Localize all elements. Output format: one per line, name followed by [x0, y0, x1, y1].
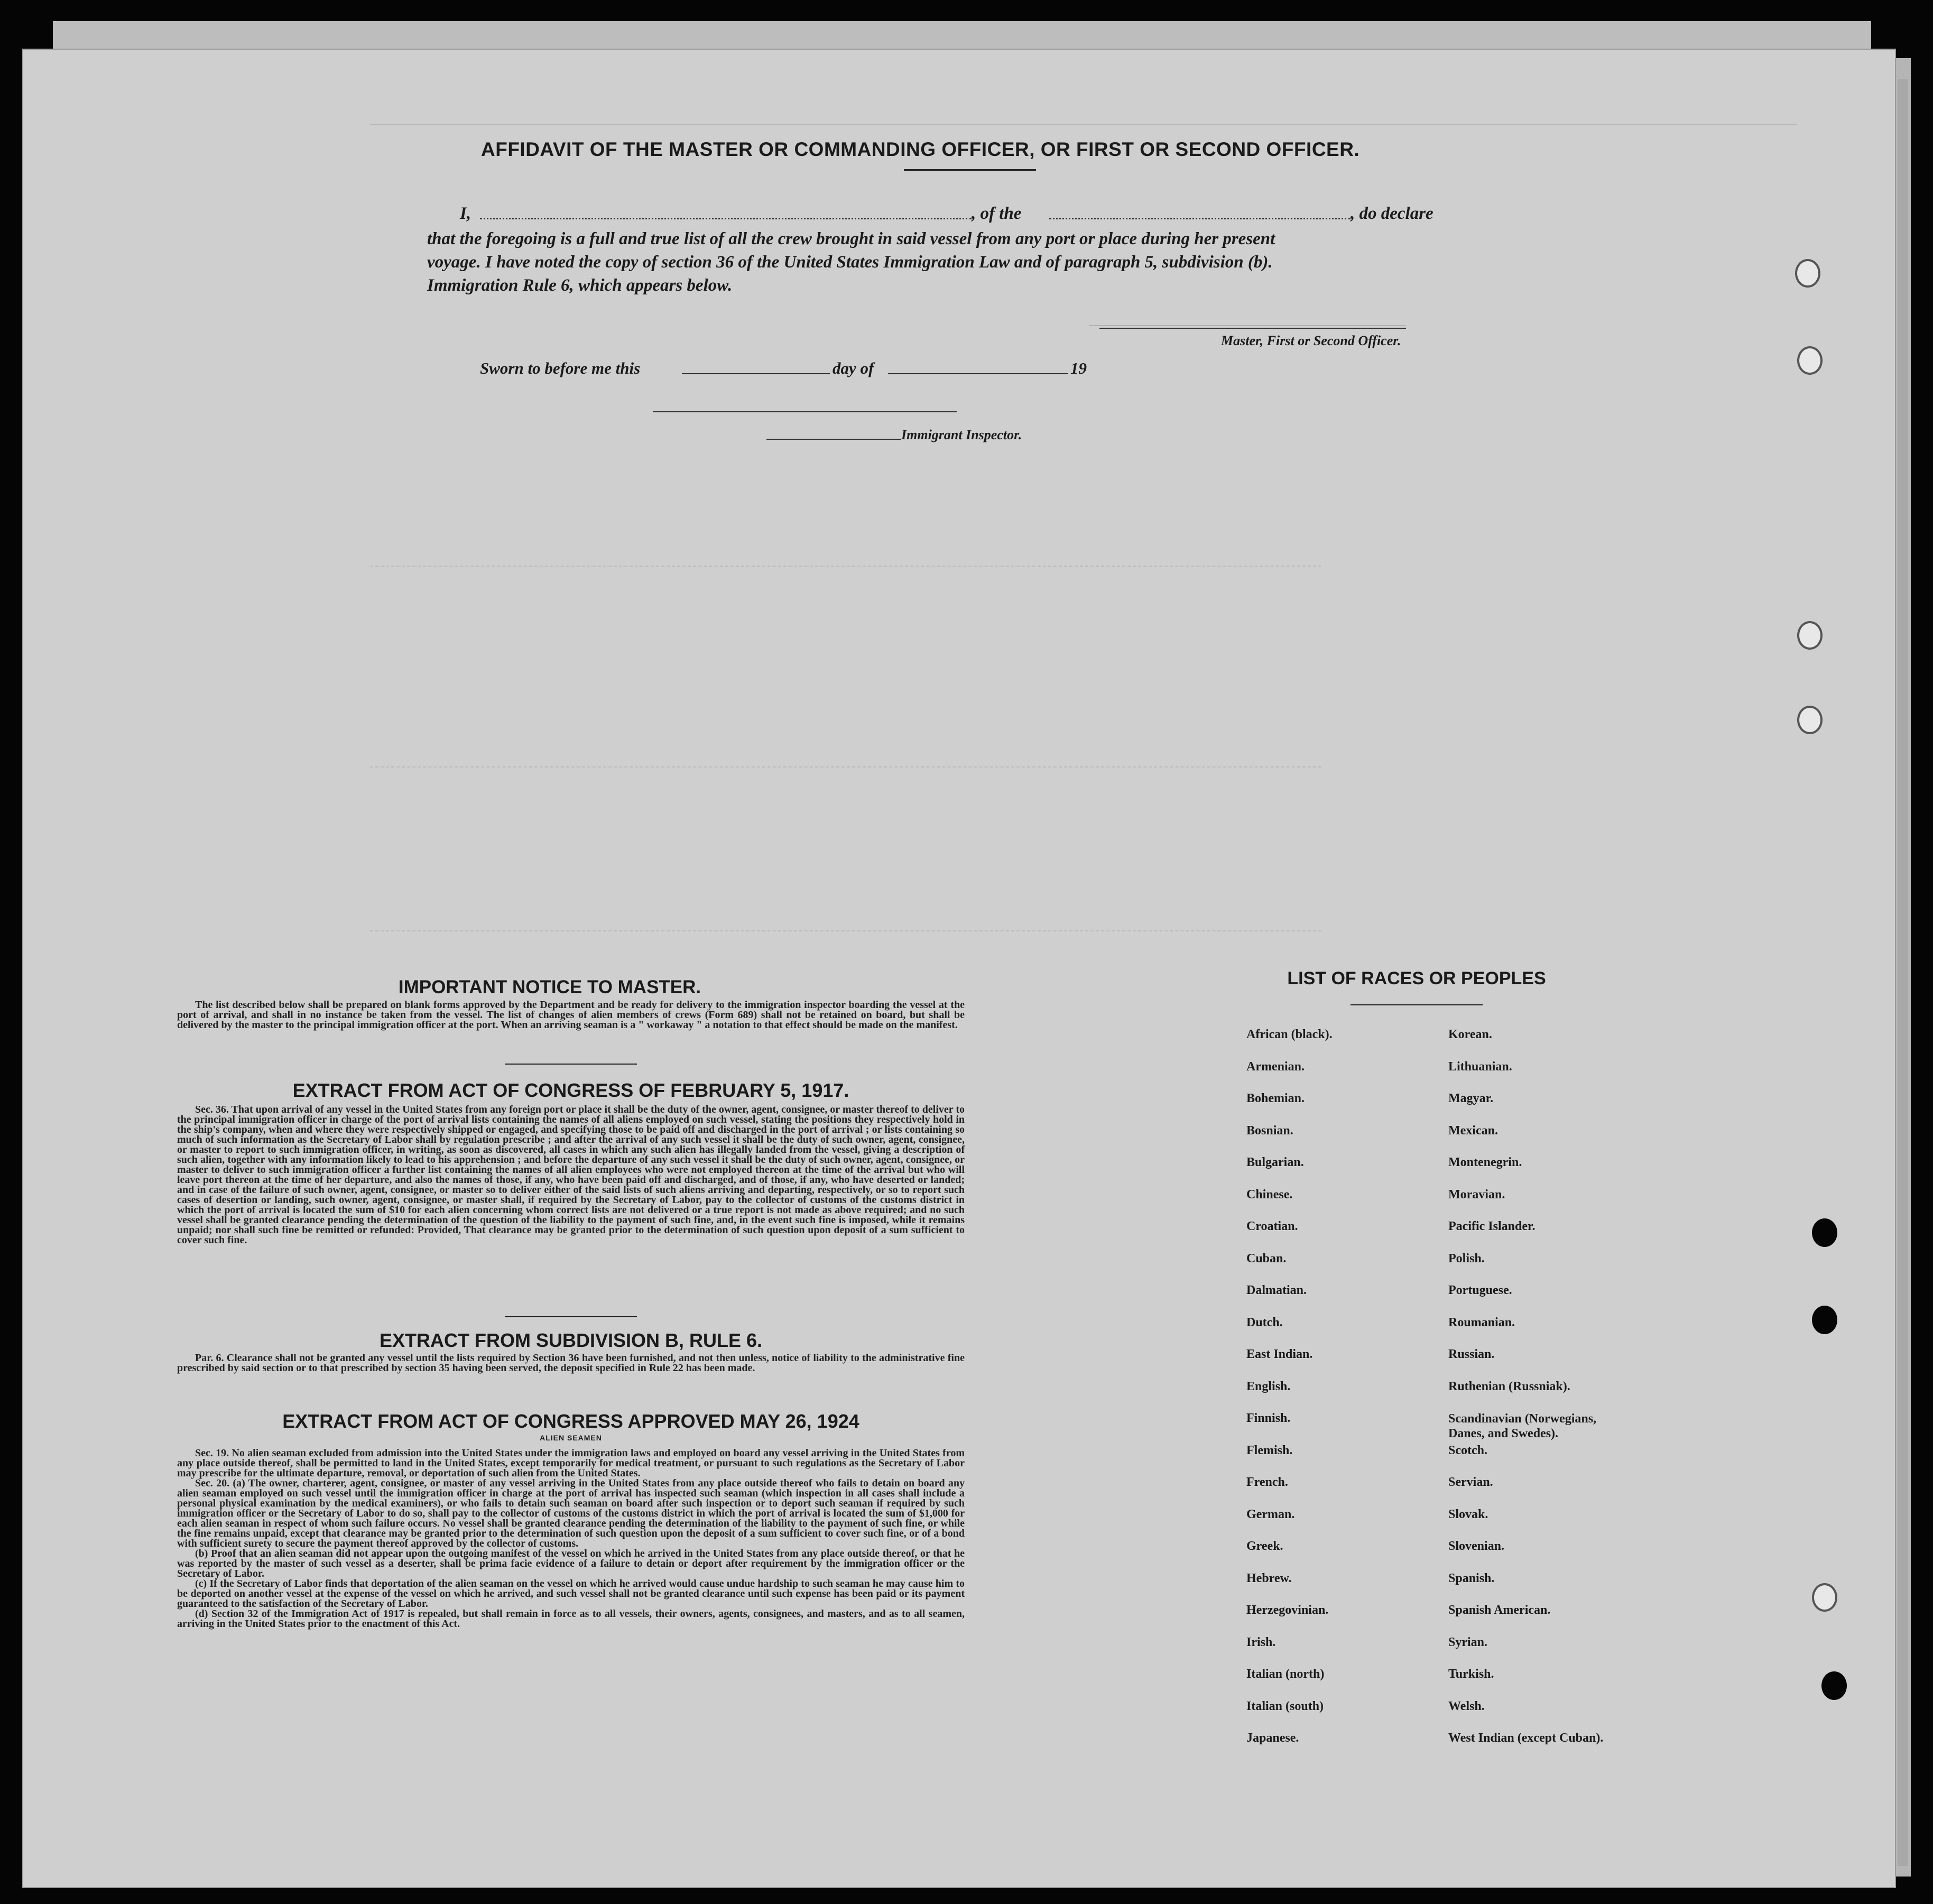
race-item: Finnish. [1246, 1411, 1291, 1425]
race-item: Dalmatian. [1246, 1283, 1307, 1297]
race-item: Slovenian. [1448, 1539, 1505, 1553]
races-title: LIST OF RACES OR PEOPLES [1287, 968, 1546, 988]
notice-title: IMPORTANT NOTICE TO MASTER. [398, 977, 701, 997]
affidavit-i: I, [460, 204, 471, 223]
race-item: Irish. [1246, 1635, 1276, 1649]
race-item: Chinese. [1246, 1187, 1293, 1201]
affidavit-text-line1: that the foregoing is a full and true list of all the crew brought in said vessel from any port or place during her present [427, 229, 1275, 248]
affidavit-of-the: , of the [972, 204, 1022, 223]
race-item: Spanish. [1448, 1571, 1495, 1585]
race-item: Moravian. [1448, 1187, 1505, 1201]
race-item: Pacific Islander. [1448, 1219, 1536, 1233]
races-left-column [1246, 1028, 1421, 1763]
sworn-month-blank[interactable] [888, 373, 1068, 374]
race-item: Hebrew. [1246, 1571, 1292, 1585]
affidavit-text-line2: voyage. I have noted the copy of section 36 of the United States Immigration Law and of paragraph 5, subdivision (b). [427, 253, 1273, 272]
race-item: Syrian. [1448, 1635, 1488, 1649]
punch-hole-3 [1797, 621, 1823, 650]
race-item: Scotch. [1448, 1443, 1487, 1457]
race-item: Servian. [1448, 1475, 1493, 1489]
race-item: Mexican. [1448, 1123, 1498, 1138]
vessel-blank[interactable] [1049, 218, 1351, 219]
race-item: Polish. [1448, 1251, 1485, 1265]
race-item: Portuguese. [1448, 1283, 1512, 1297]
race-item: Greek. [1246, 1539, 1283, 1553]
sec20c-paragraph: (c) If the Secretary of Labor finds that deportation of the alien seaman on the vessel on which he arrived would cause undue hardship to such seaman he may cause him to be deported on another vessel at the expense of the vessel on which he arrived, and such vessel shall not be granted clearance until such expense has been paid or its payment guaranteed to the satisfaction of the Secretary of Labor. [177, 1578, 965, 1610]
race-item: Lithuanian. [1448, 1059, 1512, 1074]
race-item: Armenian. [1246, 1059, 1305, 1074]
sec20d-paragraph: (d) Section 32 of the Immigration Act of 1917 is repealed, but shall remain in force as to all vessels, their owners, agents, consignees, and masters, and as to all seamen, arriving in the United States prior to the enactment of this Act. [177, 1608, 965, 1630]
page-stack-top-edge [53, 21, 1871, 53]
race-item: German. [1246, 1507, 1295, 1521]
race-item: French. [1246, 1475, 1288, 1489]
inspector-caption: Immigrant Inspector. [901, 427, 1022, 442]
punch-hole-1 [1795, 259, 1820, 288]
race-item: Ruthenian (Russniak). [1448, 1379, 1570, 1393]
race-item: Bulgarian. [1246, 1156, 1304, 1169]
extract-1917-divider [505, 1316, 637, 1317]
notice-body [177, 1000, 965, 1030]
title-divider [904, 169, 1036, 171]
race-item: Dutch. [1246, 1315, 1283, 1329]
inspector-signature-line[interactable] [653, 411, 957, 412]
race-item: Turkish. [1448, 1667, 1494, 1681]
race-item: Italian (south) [1246, 1699, 1324, 1713]
race-item: Cuban. [1246, 1251, 1287, 1265]
race-item: West Indian (except Cuban). [1448, 1731, 1604, 1745]
race-item: Bohemian. [1246, 1092, 1305, 1105]
alien-seamen-subtitle: ALIEN SEAMEN [540, 1434, 602, 1442]
race-item: English. [1246, 1379, 1291, 1393]
race-item: Bosnian. [1246, 1123, 1293, 1138]
sworn-day-blank[interactable] [682, 373, 830, 374]
race-item: Flemish. [1246, 1443, 1293, 1457]
day-of-label: day of [833, 359, 874, 377]
race-item: Magyar. [1448, 1092, 1494, 1105]
race-item: Herzegovinian. [1246, 1603, 1329, 1617]
master-signature-line[interactable] [1099, 328, 1406, 329]
notice-divider [505, 1064, 637, 1065]
sec36-paragraph: Sec. 36. That upon arrival of any vessel in the United States from any foreign port or place it shall be the duty of the owner, agent, consignee, or master thereof to deliver to the principal immigration officer in charge of the port of arrival lists containing the names of all aliens employed on such vessel, stating the positions they respectively hold in the ship's company, when and where they were respectively shipped or engaged, and specifying those to be paid off and discharged in the port of arrival ; or lists containing so much of such information as the Secretary of Labor shall by regulation prescribe ; and after the arrival of any such vessel it shall be the duty of such owner, agent, consignee, or master to report to such immigration officer, in writing, as soon as discovered, all cases in which any such alien has illegally landed from the vessel, giving a description of such alien, together with any information likely to lead to his apprehension ; and before the departure of any such vessel it shall be the duty of such owner, agent, consignee, or master to deliver to such immigration officer a further list containing the names of all alien employees who were not employed thereon at the time of the arrival but who will leave port thereon at the time of her departure, and also the names of those, if any, who have been paid off and discharged, and of those, if any, who have deserted or landed; and in case of the failure of such owner, agent, consignee, or master so to deliver either of the said lists of such aliens arriving and departing, respectively, or so to report such cases of desertion or landing, such owner, agent, consignee, or master shall, if required by the Secretary of Labor, pay to the collector of customs of the customs district in which the port of arrival is located the sum of $10 for each alien concerning whom correct lists are not delivered or a true report is not made as above required; and no such vessel shall be granted clearance pending the determination of the question of the liability to the payment of such fine, and, in the event such fine is imposed, while it remains unpaid; nor shall such fine be remitted or refunded: Provided, That clearance may be granted prior to the determination of such question upon deposit of a sum sufficient to cover such fine. [177, 1104, 965, 1246]
affidavit-do-declare: , do declare [1351, 204, 1433, 223]
race-item: Montenegrin. [1448, 1156, 1522, 1169]
inspector-name-line[interactable] [766, 439, 901, 440]
punch-hole-4 [1797, 706, 1823, 734]
race-item: African (black). [1246, 1028, 1333, 1041]
extract-1917-body [177, 1105, 965, 1245]
race-item: Russian. [1448, 1347, 1495, 1361]
master-caption: Master, First or Second Officer. [1221, 333, 1401, 348]
punch-hole-8 [1821, 1671, 1847, 1700]
sworn-label: Sworn to before me this [480, 359, 641, 377]
races-divider [1351, 1004, 1483, 1005]
races-right-column [1448, 1028, 1639, 1763]
race-item: Welsh. [1448, 1699, 1485, 1713]
race-item: Slovak. [1448, 1507, 1488, 1521]
name-blank[interactable] [480, 218, 972, 219]
sec20a-paragraph: Sec. 20. (a) The owner, charterer, agent, consignee, or master of any vessel arriving in the United States from any place outside thereof who fails to detain on board any alien seaman employed on such vessel until the immigration officer in charge at the port of arrival has inspected such seaman (which inspection in all cases shall include a personal physical examination by the medical examiners), or who fails to detain such seaman on board after such inspection or to deport such seaman if required by such immigration officer or the Secretary of Labor to do so, shall pay to the collector of customs of the customs district in which the port of arrival is located the sum of $1,000 for each alien seaman in respect of whom such failure occurs. No vessel shall be granted clearance pending the determination of the liability to the payment of such fine, or while the fine remains unpaid, except that clearance may be granted prior to the determination of such question upon the deposit of a sum sufficient to cover such fine, or of a bond with sufficient surety to secure the payment thereof approved by the collector of customs. [177, 1477, 965, 1549]
par6-paragraph: Par. 6. Clearance shall not be granted any vessel until the lists required by Section 36 have been furnished, and not then unless, notice of liability to the administrative fine prescribed by said section or to that prescribed by section 35 having been served, the deposit specified in Rule 22 has been made. [177, 1352, 965, 1374]
rule6-title: EXTRACT FROM SUBDIVISION B, RULE 6. [379, 1329, 763, 1351]
extract-1924-title: EXTRACT FROM ACT OF CONGRESS APPROVED MAY 26, 1924 [282, 1410, 859, 1432]
extract-1924-body [177, 1448, 965, 1629]
race-item: East Indian. [1246, 1347, 1313, 1361]
sec20b-paragraph: (b) Proof that an alien seaman did not appear upon the outgoing manifest of the vessel on which he arrived in the United States from any place outside thereof, or that he was reported by the master of such vessel as a deserter, shall be prima facie evidence of a failure to detain or deport after requirement by the immigration officer or the Secretary of Labor. [177, 1548, 965, 1579]
race-item: Roumanian. [1448, 1315, 1515, 1329]
race-item: Scandinavian (Norwegians, Danes, and Swedes). [1448, 1412, 1597, 1440]
rule6-body [177, 1353, 965, 1373]
affidavit-text-line3: Immigration Rule 6, which appears below. [427, 276, 733, 295]
notice-paragraph: The list described below shall be prepared on blank forms approved by the Department and be ready for delivery to the immigration inspector boarding the vessel at the port of arrival, and shall in no instance be taken from the vessel. The list of changes of alien members of crews (Form 689) shall not be retained on board, but shall be delivered by the master to the principal immigration officer at the port. When an arriving seaman is a " workaway " a notation to that effect should be made on the manifest. [177, 999, 965, 1031]
punch-hole-6 [1812, 1306, 1837, 1334]
race-item: Italian (north) [1246, 1667, 1325, 1681]
page-stack-right-edge-inner [1898, 79, 1908, 1866]
race-item: Croatian. [1246, 1219, 1298, 1233]
extract-1917-title: EXTRACT FROM ACT OF CONGRESS OF FEBRUARY 5, 1917. [292, 1079, 849, 1101]
punch-hole-2 [1797, 346, 1823, 375]
race-item: Japanese. [1246, 1731, 1299, 1745]
race-item: Korean. [1448, 1028, 1492, 1041]
race-item: Spanish American. [1448, 1603, 1551, 1617]
punch-hole-7 [1812, 1583, 1837, 1612]
sec19-paragraph: Sec. 19. No alien seaman excluded from admission into the United States under the immigration laws and employed on board any vessel arriving in the United States from any place outside thereof, shall be permitted to land in the United States, except temporarily for medical treatment, or pursuant to such regulations as the Secretary of Labor may prescribe for the ultimate departure, removal, or deportation of such alien from the United States. [177, 1447, 965, 1479]
affidavit-title: AFFIDAVIT OF THE MASTER OR COMMANDING OFFICER, OR FIRST OR SECOND OFFICER. [481, 138, 1360, 160]
punch-hole-5 [1812, 1218, 1837, 1247]
year-prefix: 19 [1070, 359, 1087, 377]
